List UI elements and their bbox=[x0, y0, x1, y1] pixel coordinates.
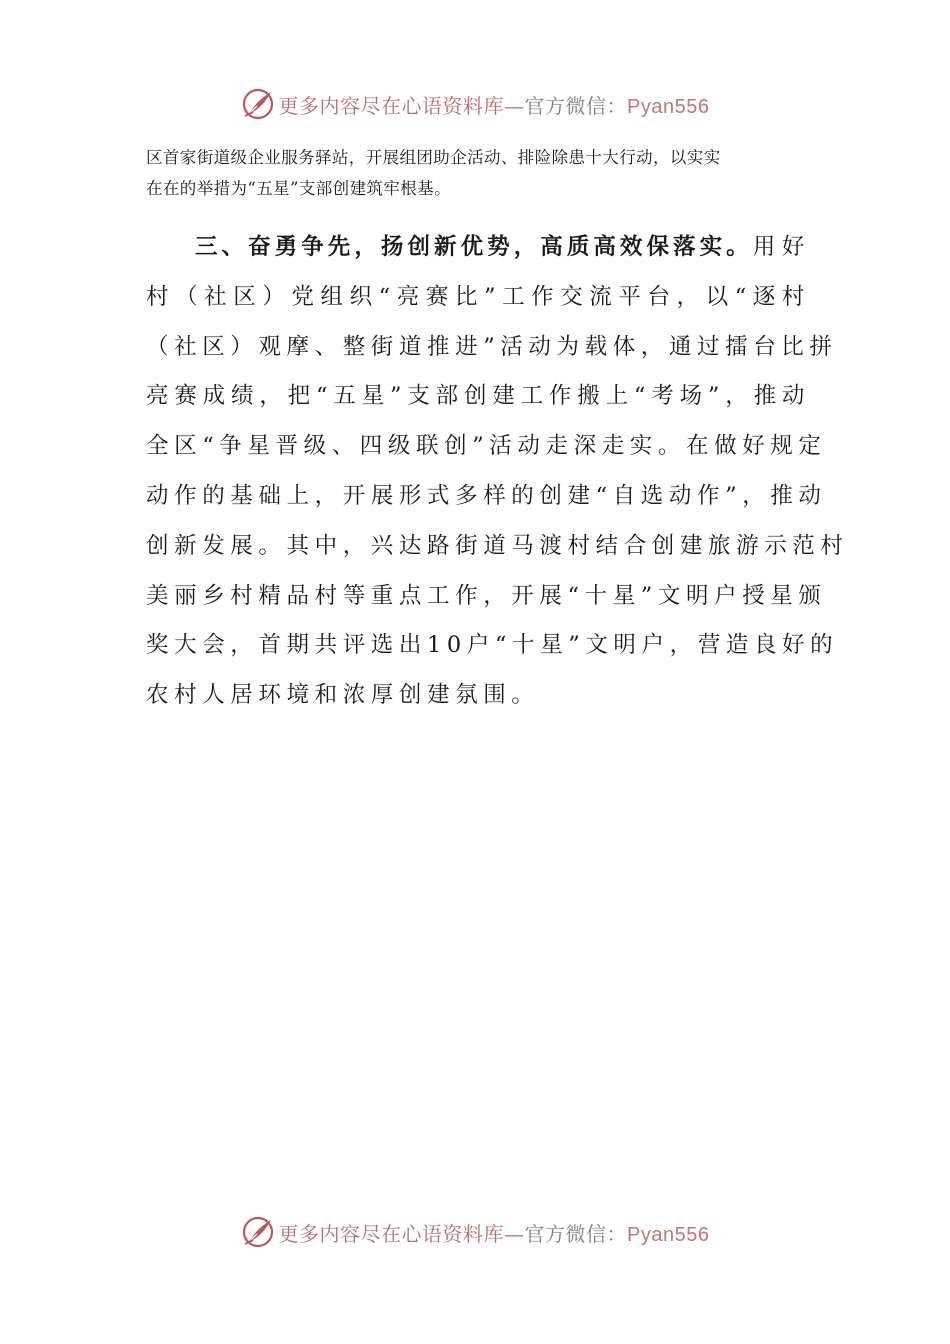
previous-paragraph bbox=[146, 142, 810, 204]
quill-pen-logo-icon bbox=[241, 87, 275, 121]
paragraph-line: 全区“争星晋级、四级联创”活动走深走实。在做好规定 bbox=[146, 433, 827, 460]
paragraph-line: （社区）观摩、整街道推进”活动为载体，通过擂台比拼 bbox=[146, 333, 838, 360]
paragraph-line: 动作的基础上，开展形式多样的创建“自选动作”，推动 bbox=[146, 482, 827, 509]
paragraph-line: 奖大会，首期共评选出10户“十星”文明户，营造良好的 bbox=[146, 632, 839, 659]
paragraph-line: 创新发展。其中，兴达路街道马渡村结合创建旅游示范村 bbox=[146, 532, 849, 559]
footer-watermark bbox=[0, 1212, 950, 1252]
watermark-official: 官方微信 bbox=[524, 1221, 607, 1246]
paragraph-line: 区首家街道级企业服务驿站，开展组团助企活动、排险除患十大行动，以实实 bbox=[146, 148, 721, 167]
watermark-colon: ： bbox=[606, 1221, 628, 1246]
section-three-paragraph bbox=[146, 223, 849, 721]
watermark-text bbox=[279, 1218, 710, 1247]
watermark-colon: ： bbox=[606, 93, 628, 118]
paragraph-line bbox=[146, 223, 810, 273]
paragraph-text: 用好 bbox=[752, 234, 810, 260]
paragraph-line: 农村人居环境和浓厚创建氛围。 bbox=[146, 682, 540, 709]
paragraph-line: 村（社区）党组织“亮赛比”工作交流平台，以“逐村 bbox=[146, 283, 810, 310]
watermark-id: Pyan556 bbox=[627, 95, 710, 118]
watermark-text bbox=[279, 90, 710, 119]
paragraph-line: 在在的举措为“五星”支部创建筑牢根基。 bbox=[146, 179, 451, 198]
watermark-dash: — bbox=[504, 93, 525, 118]
header-watermark bbox=[0, 84, 950, 124]
watermark-id: Pyan556 bbox=[627, 1223, 710, 1246]
watermark-official: 官方微信 bbox=[524, 93, 607, 118]
paragraph-line: 亮赛成绩，把“五星”支部创建工作搬上“考场”，推动 bbox=[146, 383, 810, 410]
watermark-dash: — bbox=[504, 1221, 525, 1246]
section-heading: 三、奋勇争先，扬创新优势，高质高效保落实。 bbox=[195, 234, 753, 260]
watermark-label: 更多内容尽在心语资料库 bbox=[278, 1221, 505, 1246]
paragraph-line: 美丽乡村精品村等重点工作，开展“十星”文明户授星颁 bbox=[146, 582, 827, 609]
watermark-label: 更多内容尽在心语资料库 bbox=[278, 93, 505, 118]
quill-pen-logo-icon bbox=[241, 1215, 275, 1249]
